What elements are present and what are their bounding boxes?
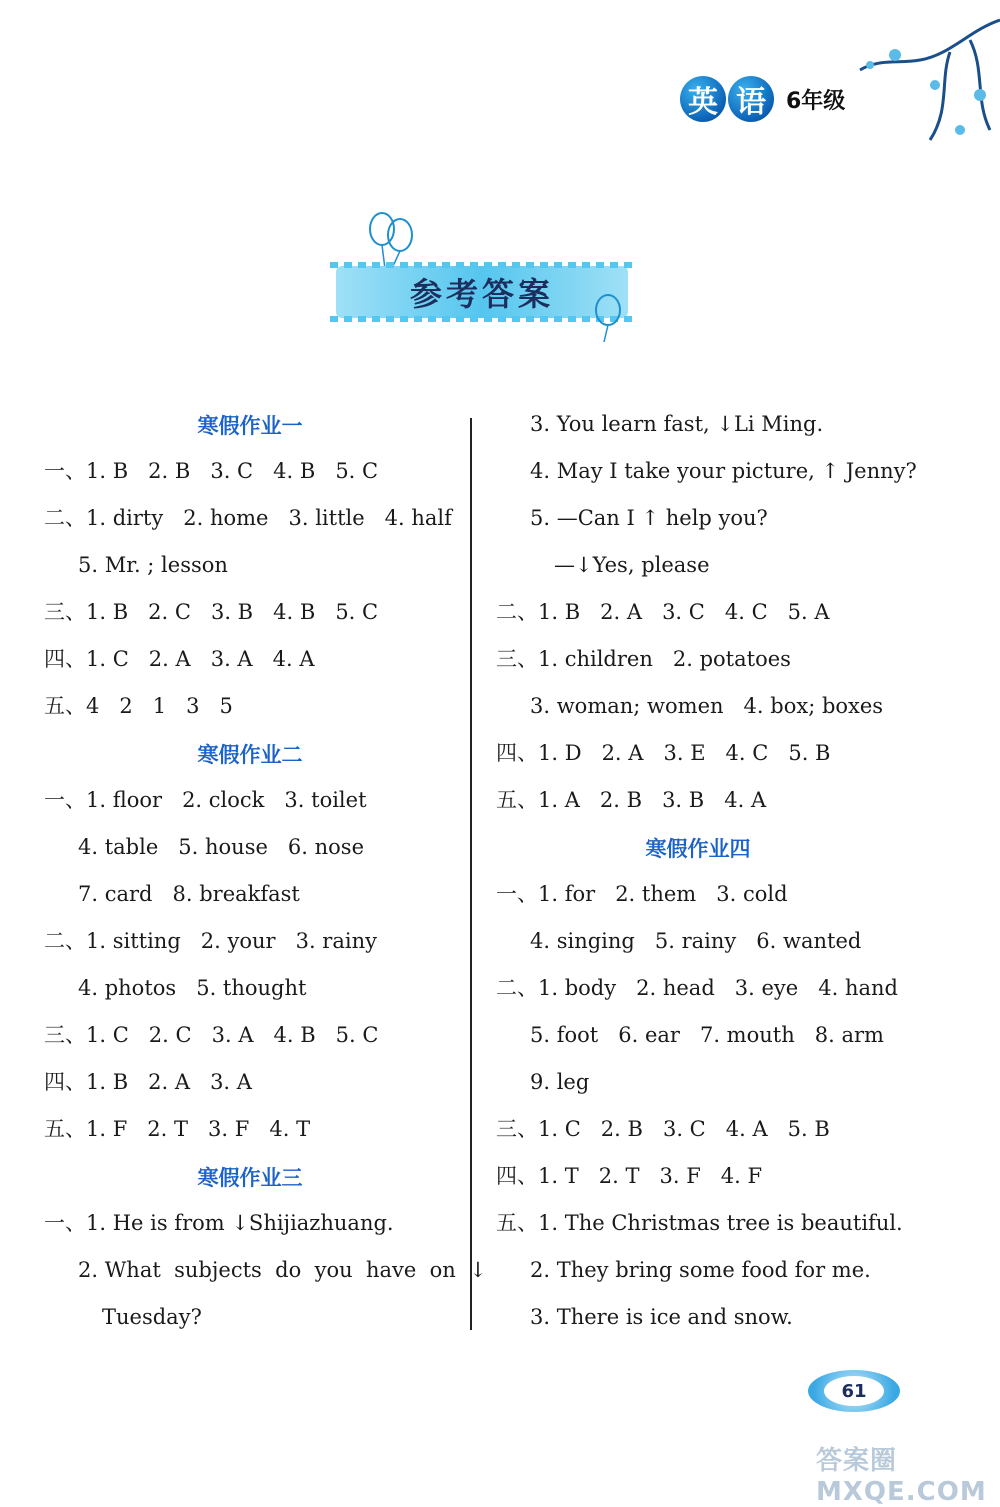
answer-key-banner: [336, 266, 628, 318]
section-title: 寒假作业四: [645, 837, 751, 861]
answer-line: 4. photos 5. thought: [78, 976, 307, 1000]
page-title: 参考答案: [409, 275, 554, 313]
answer-line: 二、1. body 2. head 3. eye 4. hand: [496, 976, 898, 1000]
answer-line: Tuesday?: [102, 1305, 202, 1329]
answer-line: 3. There is ice and snow.: [530, 1305, 793, 1329]
answer-line: 五、1. F 2. T 3. F 4. T: [44, 1117, 311, 1141]
answer-line: 4. May I take your picture, ↑ Jenny?: [530, 459, 917, 483]
answer-line: 四、1. B 2. A 3. A: [44, 1070, 252, 1094]
answer-line: 3. You learn fast, ↓Li Ming.: [530, 412, 824, 436]
answer-line: 一、1. He is from ↓Shijiazhuang.: [44, 1211, 394, 1235]
plum-branch-decoration: [800, 0, 1000, 160]
section-title: 寒假作业一: [197, 414, 303, 438]
answer-line: 7. card 8. breakfast: [78, 882, 300, 906]
answer-line: 2. What subjects do you have on ↓: [78, 1258, 487, 1282]
answer-line: 五、4 2 1 3 5: [44, 694, 233, 718]
balloon-decoration: [590, 292, 626, 344]
answer-line: 四、1. C 2. A 3. A 4. A: [44, 647, 315, 671]
answer-line: 二、1. sitting 2. your 3. rainy: [44, 929, 377, 953]
subject-char-1: 英: [680, 76, 726, 122]
section-title: 寒假作业三: [197, 1166, 303, 1190]
answer-line: 三、1. C 2. C 3. A 4. B 5. C: [44, 1023, 379, 1047]
answer-line: 一、1. B 2. B 3. C 4. B 5. C: [44, 459, 379, 483]
subject-char-2: 语: [728, 76, 774, 122]
page-number: 61: [824, 1376, 884, 1406]
answer-line: 5. foot 6. ear 7. mouth 8. arm: [530, 1023, 884, 1047]
answer-line: 三、1. children 2. potatoes: [496, 647, 791, 671]
answer-line: 三、1. C 2. B 3. C 4. A 5. B: [496, 1117, 830, 1141]
answer-line: 一、1. for 2. them 3. cold: [496, 882, 788, 906]
answer-line: 二、1. B 2. A 3. C 4. C 5. A: [496, 600, 830, 624]
answer-line: 5. Mr. ; lesson: [78, 553, 228, 577]
answer-line: 4. singing 5. rainy 6. wanted: [530, 929, 862, 953]
grade-label: 6年级: [786, 88, 846, 114]
answer-line: 5. —Can I ↑ help you?: [530, 506, 768, 530]
answer-line: 3. woman; women 4. box; boxes: [530, 694, 884, 718]
answer-line: 四、1. D 2. A 3. E 4. C 5. B: [496, 741, 831, 765]
answer-line: 一、1. floor 2. clock 3. toilet: [44, 788, 367, 812]
answer-line: 三、1. B 2. C 3. B 4. B 5. C: [44, 600, 379, 624]
section-title: 寒假作业二: [197, 743, 303, 767]
column-divider: [470, 418, 472, 1330]
page-number-badge: [808, 1370, 900, 1412]
answer-line: 四、1. T 2. T 3. F 4. F: [496, 1164, 763, 1188]
answer-line: 五、1. A 2. B 3. B 4. A: [496, 788, 767, 812]
answer-line: 9. leg: [530, 1070, 590, 1094]
answer-line: —↓Yes, please: [554, 553, 710, 577]
answer-line: 二、1. dirty 2. home 3. little 4. half: [44, 506, 452, 530]
answer-line: 2. They bring some food for me.: [530, 1258, 871, 1282]
answer-line: 五、1. The Christmas tree is beautiful.: [496, 1211, 903, 1235]
answer-line: 4. table 5. house 6. nose: [78, 835, 365, 859]
watermark: 答案圈 MXQE.COM: [816, 1446, 987, 1507]
